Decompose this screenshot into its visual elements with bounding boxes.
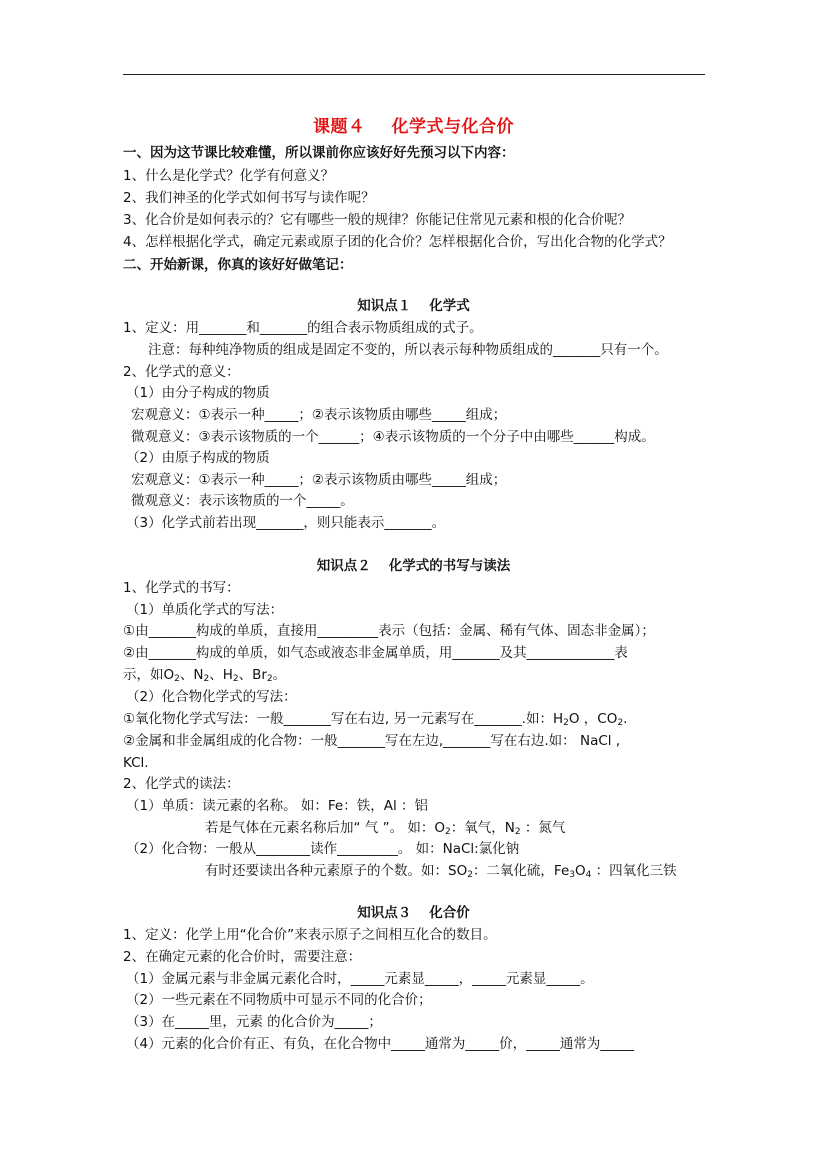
- text: .: [623, 711, 628, 727]
- subscript: 2: [174, 674, 180, 684]
- kp3-line-1: 1、定义：化学上用“化合价”来表示原子之间相互化合的数目。: [123, 927, 497, 943]
- kp1-line-2: 注意：每种纯净物质的组成是固定不变的，所以表示每种物质组成的_______只有一个。: [148, 342, 668, 358]
- kp2-line-2: （1）单质化学式的写法：: [126, 602, 284, 618]
- preview-question-1: 1、什么是化学式？化学有何意义？: [123, 168, 335, 184]
- text: O ，CO: [568, 711, 618, 727]
- kp2-line-9: KCl.: [123, 755, 149, 771]
- text: 、H: [209, 667, 233, 683]
- kp2-line-7: [123, 710, 627, 732]
- kp2-name: 化学式的书写与读法: [388, 558, 511, 574]
- kp1-line-6: 微观意义：③表示该物质的一个______；④表示该物质的一个分子中由哪些______构成。: [131, 429, 655, 445]
- preview-heading: 一、因为这节课比较难懂，所以课前你应该好好先预习以下内容：: [123, 145, 515, 161]
- subscript: 2: [563, 718, 569, 728]
- kp2-line-10: 2、化学式的读法：: [123, 776, 240, 792]
- kp1-line-1: 1、定义：用_______和_______的组合表示物质组成的式子。: [123, 320, 483, 336]
- kp3-line-3: （1）金属元素与非金属元素化合时，_____元素显_____，_____元素显_____。: [126, 971, 594, 987]
- kp3-line-6: （4）元素的化合价有正、有负，在化合物中_____通常为_____价，_____通常为_____: [126, 1036, 635, 1052]
- kp1-line-5: 宏观意义：①表示一种_____；②表示该物质由哪些_____组成；: [131, 407, 507, 423]
- subscript: 2: [514, 827, 521, 837]
- text: O: [575, 863, 586, 879]
- subscript: 2: [617, 718, 624, 728]
- kp2-line-8: ②金属和非金属组成的化合物：一般_______写在左边,_______写在右边.如： NaCl ,: [123, 733, 621, 749]
- preview-question-2: 2、我们神圣的化学式如何书写与读作呢？: [123, 190, 375, 206]
- kp3-name: 化合价: [429, 905, 470, 921]
- subscript: 2: [203, 674, 210, 684]
- lesson-name: 化学式与化合价: [391, 117, 514, 137]
- kp1-line-4: （1）由分子构成的物质: [126, 385, 270, 401]
- kp3-label: 知识点３: [357, 905, 412, 921]
- subscript: 2: [266, 674, 273, 684]
- kp2-line-11: （1）单质：读元素的名称。 如：Fe：铁，Al ：铝: [126, 798, 428, 814]
- text: ：二氧化硫，Fe: [472, 863, 570, 879]
- text: 若是气体在元素名称后加“ 气 ”。 如：O: [205, 820, 445, 836]
- kp2-line-12: [205, 819, 565, 841]
- knowledge-point-2-heading: [0, 557, 827, 575]
- text: 、N: [179, 667, 204, 683]
- text: 。: [272, 667, 287, 683]
- kp2-line-4: ②由_______构成的单质，如气态或液态非金属单质，用_______及其_____________表: [123, 645, 628, 661]
- text: 、Br: [238, 667, 267, 683]
- text: ：四氧化三铁: [591, 863, 677, 879]
- preview-question-3: 3、化合价是如何表示的？它有哪些一般的规律？你能记住常见元素和根的化合价呢？: [123, 212, 632, 228]
- new-lesson-heading: 二、开始新课，你真的该好好做笔记：: [123, 257, 353, 273]
- kp2-label: 知识点２: [316, 558, 371, 574]
- knowledge-point-1-heading: [0, 297, 827, 315]
- kp2-line-1: 1、化学式的书写：: [123, 580, 240, 596]
- preview-question-4: 4、怎样根据化学式，确定元素或原子团的化合价？怎样根据化合价，写出化合物的化学式？: [123, 234, 672, 250]
- kp2-line-14: [205, 862, 677, 884]
- kp1-label: 知识点１: [357, 298, 412, 314]
- text: ①氧化物化学式写法：一般_______写在右边, 另一元素写在_______.如：H: [123, 711, 564, 727]
- subscript: 2: [232, 674, 239, 684]
- header-rule: [123, 74, 705, 75]
- kp1-line-10: （3）化学式前若出现_______，则只能表示_______。: [126, 515, 446, 531]
- kp3-line-5: （3）在_____里，元素 的化合价为_____；: [126, 1014, 382, 1030]
- kp2-line-13: （2）化合物：一般从________读作_________。 如：NaCl:氯化钠: [126, 841, 520, 857]
- lesson-number: 课题４: [313, 117, 366, 137]
- text: ：氧气，N: [450, 820, 515, 836]
- subscript: 3: [569, 870, 576, 880]
- kp1-line-3: 2、化学式的意义：: [123, 364, 240, 380]
- text: 有时还要读出各种元素原子的个数。如：SO: [205, 863, 468, 879]
- subscript: 4: [585, 870, 592, 880]
- knowledge-point-3-heading: [0, 904, 827, 922]
- subscript: 2: [467, 870, 473, 880]
- kp1-line-9: 微观意义：表示该物质的一个_____。: [131, 493, 354, 509]
- kp2-line-3: ①由_______构成的单质，直接用_________表示（包括：金属、稀有气体、固态非金属）；: [123, 623, 655, 639]
- kp2-line-5: [123, 666, 286, 688]
- kp1-line-8: 宏观意义：①表示一种_____；②表示该物质由哪些_____组成；: [131, 472, 507, 488]
- kp2-line-6: （2）化合物化学式的写法：: [126, 689, 297, 705]
- subscript: 2: [445, 827, 451, 837]
- kp1-line-7: （2）由原子构成的物质: [126, 450, 270, 466]
- kp3-line-4: （2）一些元素在不同物质中可显示不同的化合价；: [126, 992, 432, 1008]
- page-title: [0, 112, 827, 137]
- kp1-name: 化学式: [429, 298, 470, 314]
- text: ：氮气: [520, 820, 566, 836]
- text: 示，如O: [123, 667, 175, 683]
- kp3-line-2: 2、在确定元素的化合价时，需要注意：: [123, 949, 362, 965]
